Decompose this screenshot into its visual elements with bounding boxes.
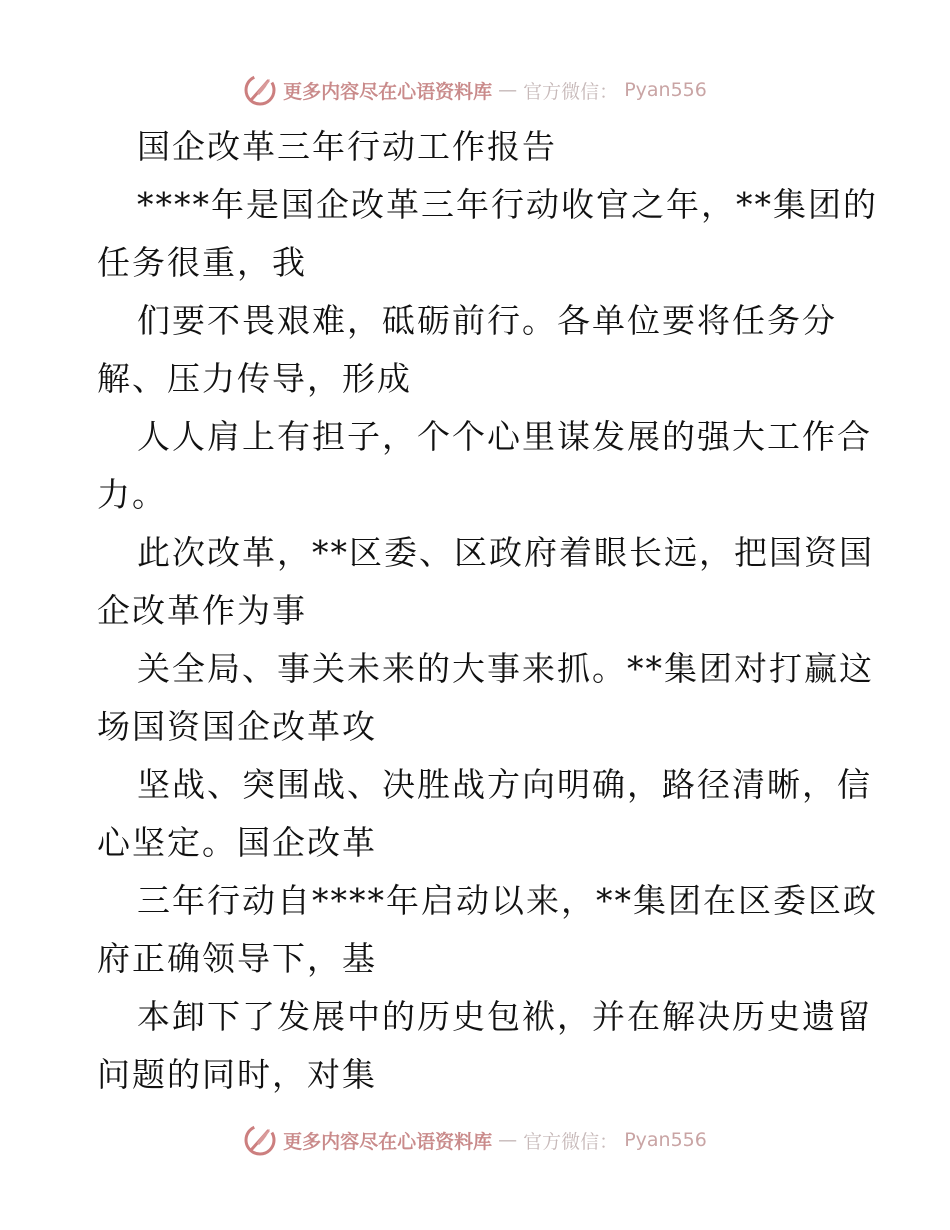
watermark-dash: — bbox=[498, 79, 518, 101]
document-title: 国企改革三年行动工作报告 bbox=[137, 127, 557, 166]
paragraph-line: 关全局、事关未来的大事来抓。**集团对打赢这 bbox=[137, 649, 874, 688]
watermark-main-text: 更多内容尽在心语资料库 bbox=[283, 80, 493, 103]
paragraph-line: 解、压力传导，形成 bbox=[97, 359, 412, 398]
feather-pen-logo-icon bbox=[243, 1123, 277, 1157]
paragraph-line: 企改革作为事 bbox=[97, 591, 307, 630]
paragraph-line: 三年行动自****年启动以来，**集团在区委区政 bbox=[137, 881, 878, 920]
paragraph-line: 人人肩上有担子，个个心里谋发展的强大工作合 bbox=[137, 417, 872, 456]
watermark-banner bbox=[243, 73, 707, 107]
feather-pen-logo-icon bbox=[243, 73, 277, 107]
document-body bbox=[97, 118, 878, 1104]
paragraph-line: 此次改革，**区委、区政府着眼长远，把国资国 bbox=[137, 533, 874, 572]
paragraph-line: 场国资国企改革攻 bbox=[97, 707, 377, 746]
watermark-sub-text: 官方微信： bbox=[523, 1130, 619, 1153]
watermark-banner bbox=[243, 1123, 707, 1157]
paragraph-line: ****年是国企改革三年行动收官之年，**集团的 bbox=[137, 185, 878, 224]
paragraph-line: 任务很重，我 bbox=[97, 243, 307, 282]
paragraph-line: 坚战、突围战、决胜战方向明确，路径清晰，信 bbox=[137, 765, 872, 804]
watermark-sub-text: 官方微信： bbox=[523, 80, 619, 103]
paragraph-line: 府正确领导下，基 bbox=[97, 939, 377, 978]
watermark-wechat-id: Pyan556 bbox=[624, 1129, 707, 1151]
watermark-dash: — bbox=[498, 1129, 518, 1151]
paragraph-line: 本卸下了发展中的历史包袱，并在解决历史遗留 bbox=[137, 997, 872, 1036]
paragraph-line: 力。 bbox=[97, 475, 167, 514]
footer-watermark bbox=[0, 1120, 950, 1160]
paragraph-line: 们要不畏艰难，砥砺前行。各单位要将任务分 bbox=[137, 301, 837, 340]
paragraph-line: 心坚定。国企改革 bbox=[97, 823, 377, 862]
paragraph-line: 问题的同时，对集 bbox=[97, 1055, 377, 1094]
watermark-wechat-id: Pyan556 bbox=[624, 79, 707, 101]
header-watermark bbox=[0, 70, 950, 110]
watermark-main-text: 更多内容尽在心语资料库 bbox=[283, 1130, 493, 1153]
